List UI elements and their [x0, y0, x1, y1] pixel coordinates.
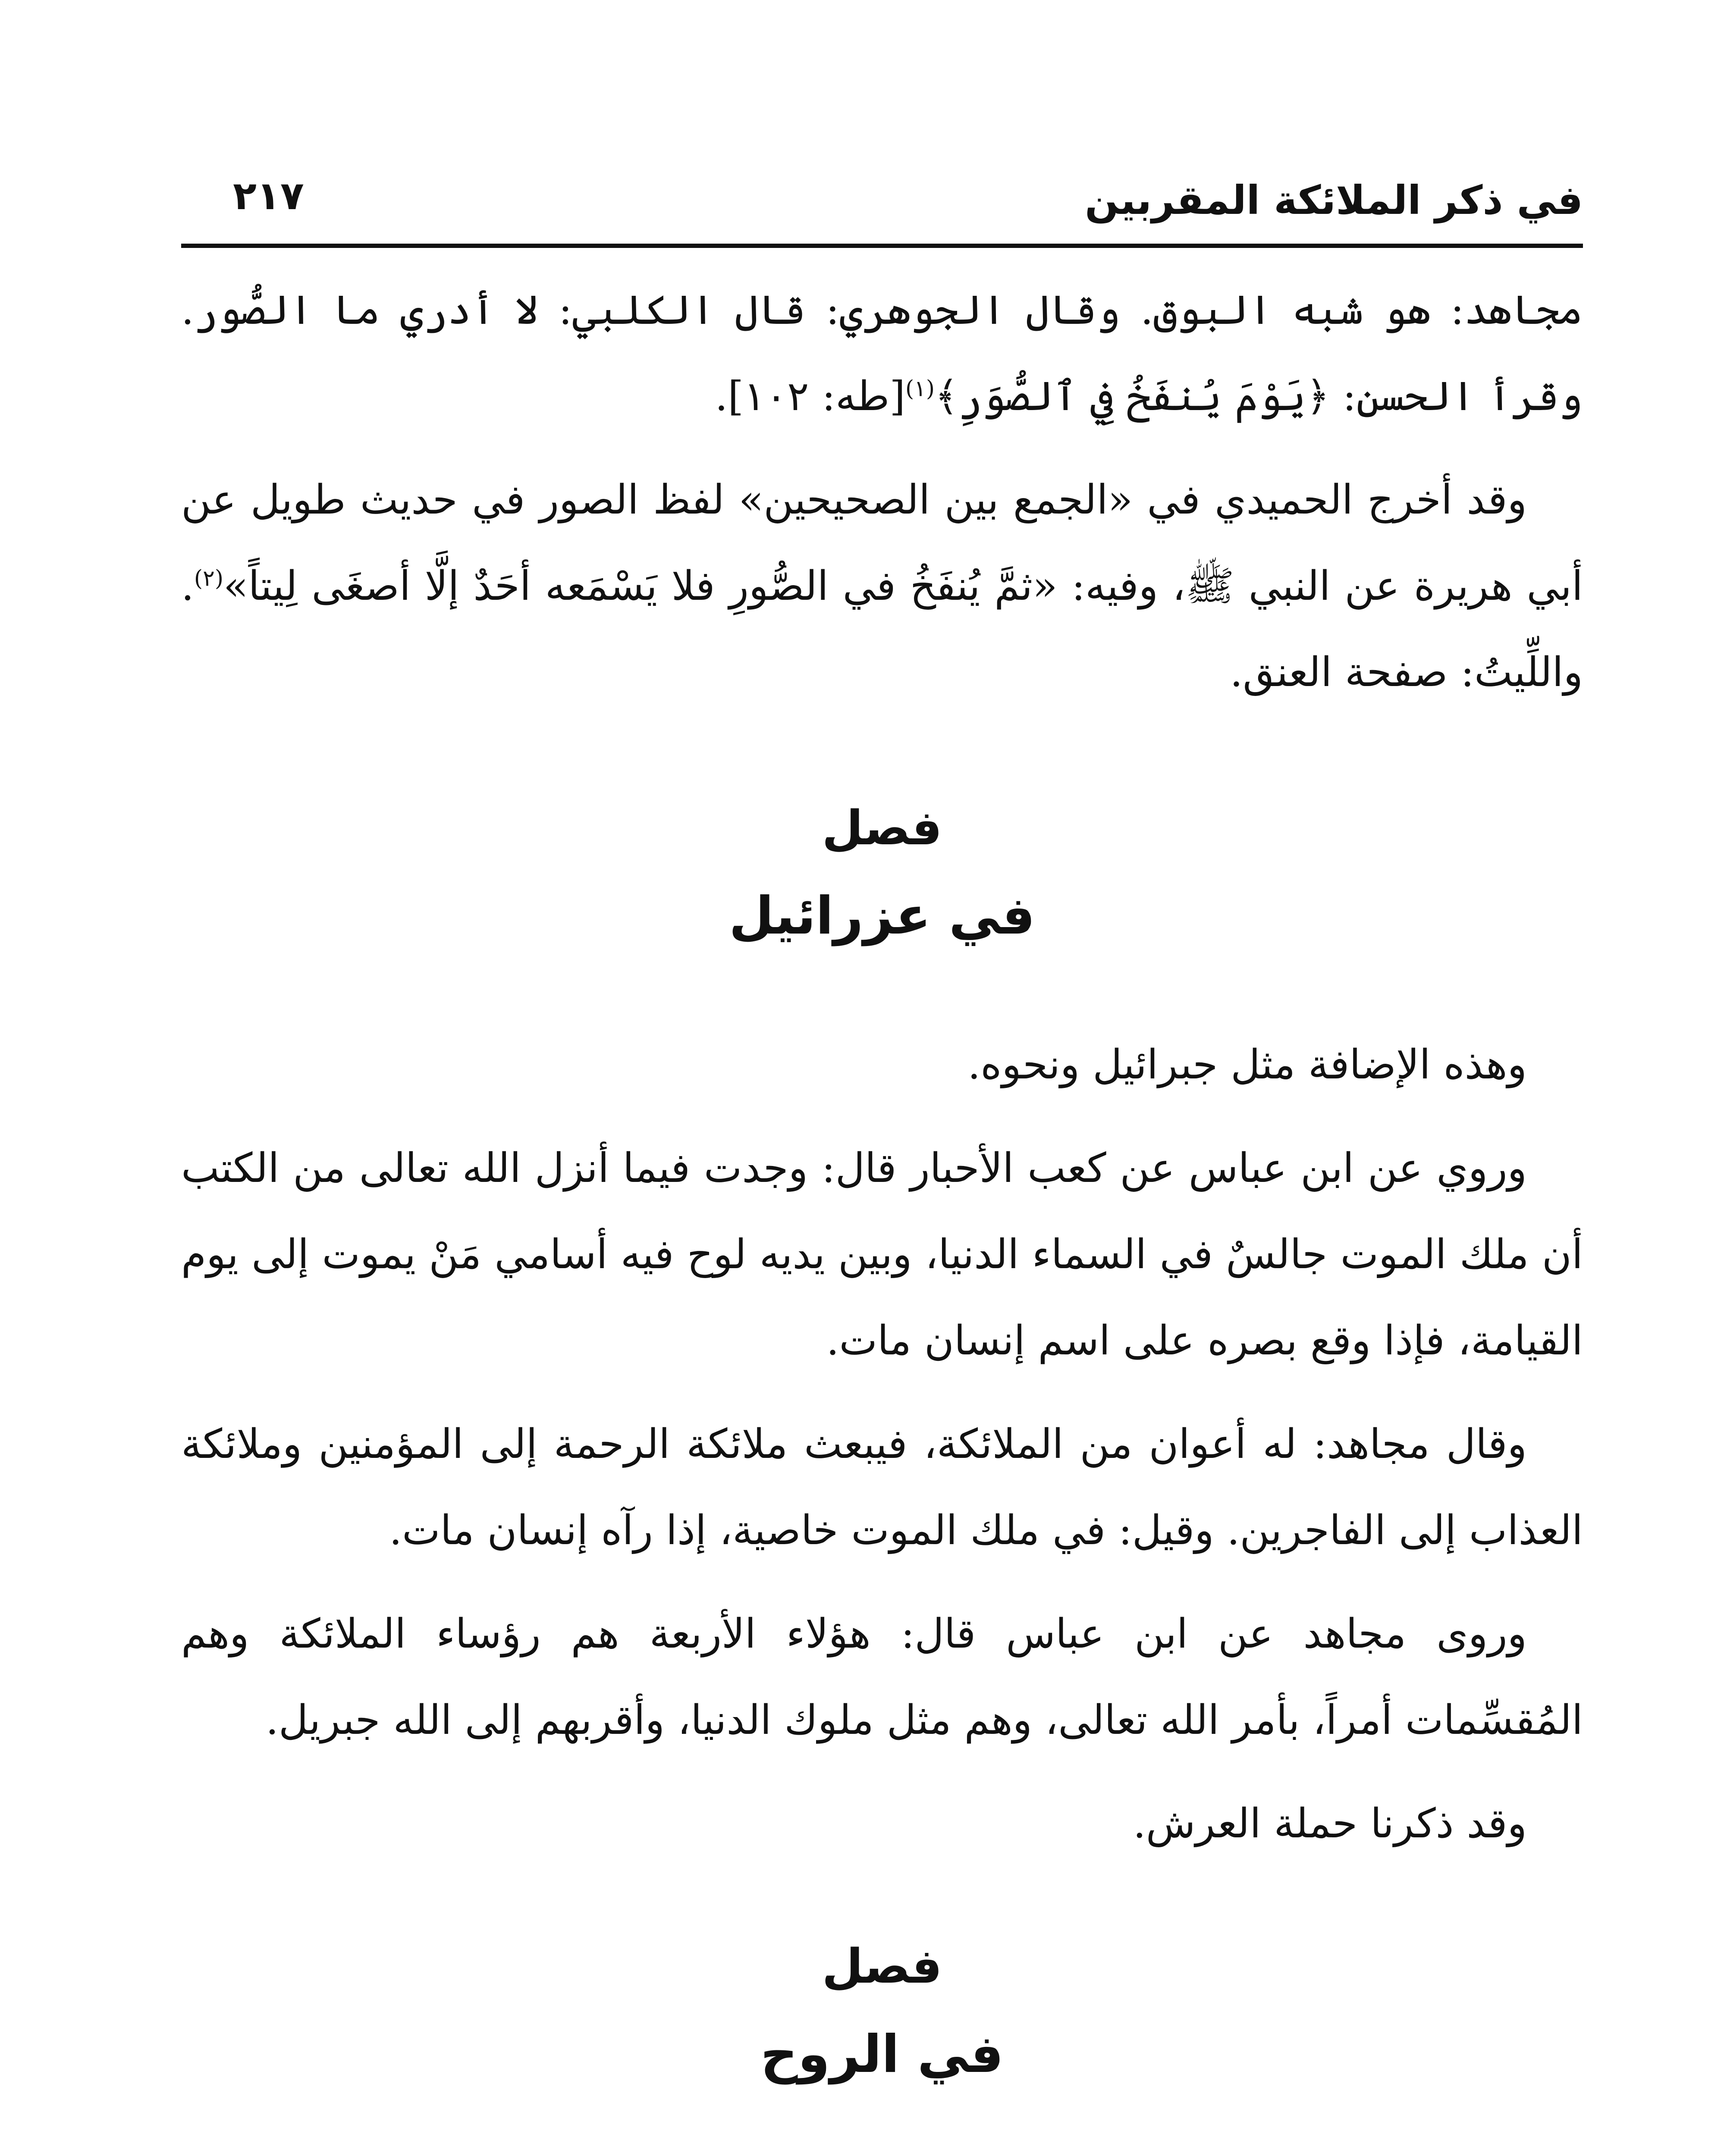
paragraph-text: وقد أخرج الحميدي في «الجمع بين الصحيحين» لفظ الصور في حديث طويل عن أبي هريرة عن النبي ﷺ، وفيه: «ثمَّ يُنفَخُ في الصُّورِ فلا يَسْمَعه أحَدٌ إلَّا أصغَى لِيتاً» [181, 476, 1583, 610]
paragraph: وقال مجاهد: له أعوان من الملائكة، فيبعث ملائكة الرحمة إلى المؤمنين وملائكة العذاب إلى الفاجرين. وقيل: في ملك الموت خاصية، إذا رآه إنسان مات. [181, 1421, 1583, 1554]
paragraph: وروي عن ابن عباس عن كعب الأحبار قال: وجدت فيما أنزل الله تعالى من الكتب أن ملك الموت جالسٌ في السماء الدنيا، وبين يديه لوح فيه أسامي مَنْ يموت إلى يوم القيامة، فإذا وقع بصره على اسم إنسان مات. [181, 1145, 1583, 1364]
running-title: في ذكر الملائكة المقربين [1085, 177, 1583, 223]
paragraph: وهذه الإضافة مثل جبرائيل ونحوه. [967, 1041, 1527, 1088]
paragraph [181, 457, 1583, 716]
paragraph [181, 267, 1583, 440]
section-title: في عزرائيل [729, 886, 1035, 946]
section-heading [181, 1923, 1583, 2100]
header-rule [181, 244, 1583, 248]
footnote-ref: (٢) [194, 565, 223, 592]
page-number: ٢١٧ [233, 173, 304, 219]
section-label: فصل [822, 1939, 942, 1994]
paragraph: وقد ذكرنا حملة العرش. [1133, 1800, 1527, 1847]
main-text [181, 267, 1583, 2156]
paragraph: وروى مجاهد عن ابن عباس قال: هؤلاء الأربعة هم رؤساء الملائكة وهم المُقسِّمات أمراً، بأمر الله تعالى، وهم مثل ملوك الدنيا، وأقربهم إلى الله جبريل. [181, 1611, 1583, 1744]
paragraph-text: مجاهد: هو شبه البوق. وقال الجوهري: قال الكلبي: لا أدري ما الصُّور. وقرأ الحسن: ﴿يَوْمَ يُنفَخُ فِي ٱلصُّوَرِ﴾ [181, 287, 1583, 420]
section-label: فصل [822, 800, 942, 856]
page-header [181, 160, 1583, 246]
paragraph-text: . واللِّيتُ: صفحة العنق. [181, 563, 1583, 696]
paragraph-text: [طه: ١٠٢]. [715, 373, 905, 420]
section-heading [181, 785, 1583, 962]
footnote-ref: (١) [905, 376, 935, 402]
paragraph [181, 2152, 1583, 2156]
section-title: في الروح [760, 2024, 1004, 2084]
